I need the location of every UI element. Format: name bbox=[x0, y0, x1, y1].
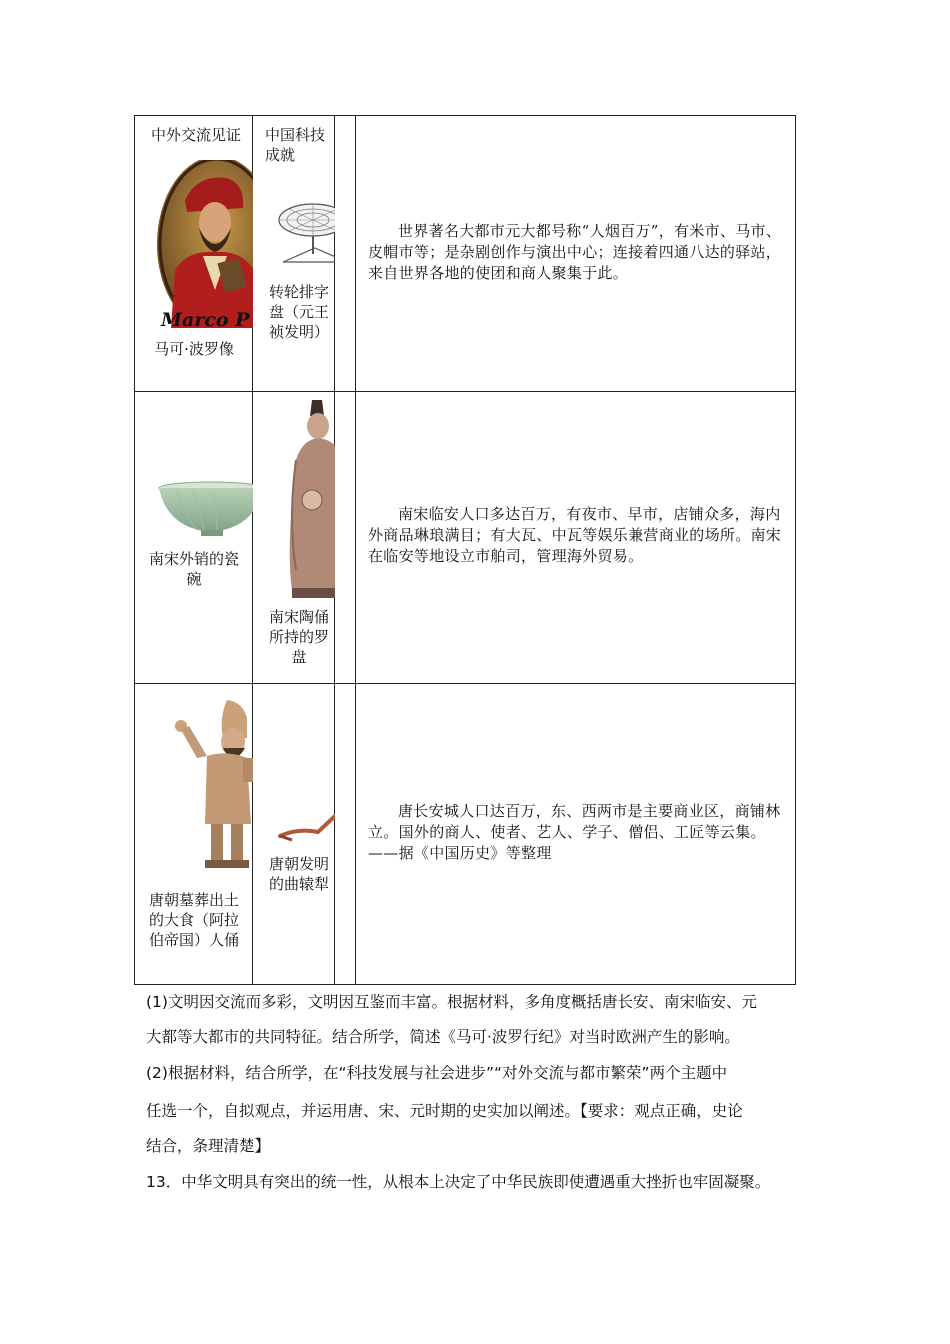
rotary-type-tray-image bbox=[275, 196, 335, 270]
column-divider bbox=[355, 115, 356, 985]
table-border-bottom bbox=[134, 984, 796, 985]
description-yuan-dadu: 世界著名大都市元大都号称“人烟百万”，有米市、马市、皮帽市等；是杂剧创作与演出中心；连接着四通八达的驿站，来自世界各地的使团和商人聚集于此。 bbox=[368, 222, 782, 282]
arab-figurine-image bbox=[167, 698, 253, 882]
portrait-signature-text: Marco P bbox=[161, 309, 250, 328]
figurine-with-compass-image bbox=[282, 400, 335, 600]
description-southern-song-linan: 南宋临安人口多达百万，有夜市、早市，店铺众多，海内外商品琳琅满目；有大瓦、中瓦等娱乐兼营商业的场所。南宋在临安等地设立市舶司，管理海外贸易。 bbox=[368, 505, 782, 565]
row-divider bbox=[134, 683, 796, 684]
question-2-line-2: 任选一个，自拟观点，并运用唐、宋、元时期的史实加以阐述。【要求：观点正确，史论 bbox=[146, 1102, 743, 1120]
marco-polo-portrait-image bbox=[157, 160, 253, 328]
table-border-top bbox=[134, 115, 796, 116]
question-1-line-1: (1)文明因交流而多彩，文明因互鉴而丰富。根据材料，多角度概括唐长安、南宋临安、元 bbox=[146, 993, 757, 1011]
caption-compass-figurine: 南宋陶俑所持的罗盘 bbox=[268, 608, 329, 666]
curved-plough-image bbox=[278, 806, 335, 842]
col-header-exchange: 中外交流见证 bbox=[150, 126, 241, 144]
question-1-line-2: 大都等大都市的共同特征。结合所学，简述《马可·波罗行纪》对当时欧洲产生的影响。 bbox=[146, 1028, 740, 1046]
caption-curved-plough: 唐朝发明的曲辕犁 bbox=[268, 855, 329, 893]
question-13: 13．中华文明具有突出的统一性，从根本上决定了中华民族即使遭遇重大挫折也牢固凝聚。 bbox=[146, 1173, 771, 1191]
question-2-line-3: 结合，条理清楚】 bbox=[146, 1137, 271, 1155]
caption-rotary-type-tray: 转轮排字盘（元王祯发明） bbox=[268, 283, 329, 341]
col-header-tech: 中国科技成就 bbox=[265, 126, 326, 164]
table-border-right bbox=[795, 115, 796, 985]
row-divider bbox=[134, 391, 796, 392]
caption-arab-figurine: 唐朝墓葬出土的大食（阿拉伯帝国）人俑 bbox=[148, 891, 239, 949]
caption-celadon-bowl: 南宋外销的瓷碗 bbox=[148, 550, 239, 588]
caption-marco-polo: 马可·波罗像 bbox=[154, 340, 234, 358]
table-border-left bbox=[134, 115, 135, 985]
description-tang-changan: 唐长安城人口达百万，东、西两市是主要商业区，商铺林立。国外的商人、使者、艺人、学子、僧侣、工匠等云集。——据《中国历史》等整理 bbox=[368, 802, 781, 862]
celadon-bowl-image bbox=[157, 480, 253, 540]
question-2-line-1: (2)根据材料，结合所学，在“科技发展与社会进步”“对外交流与都市繁荣”两个主题中 bbox=[146, 1064, 728, 1082]
